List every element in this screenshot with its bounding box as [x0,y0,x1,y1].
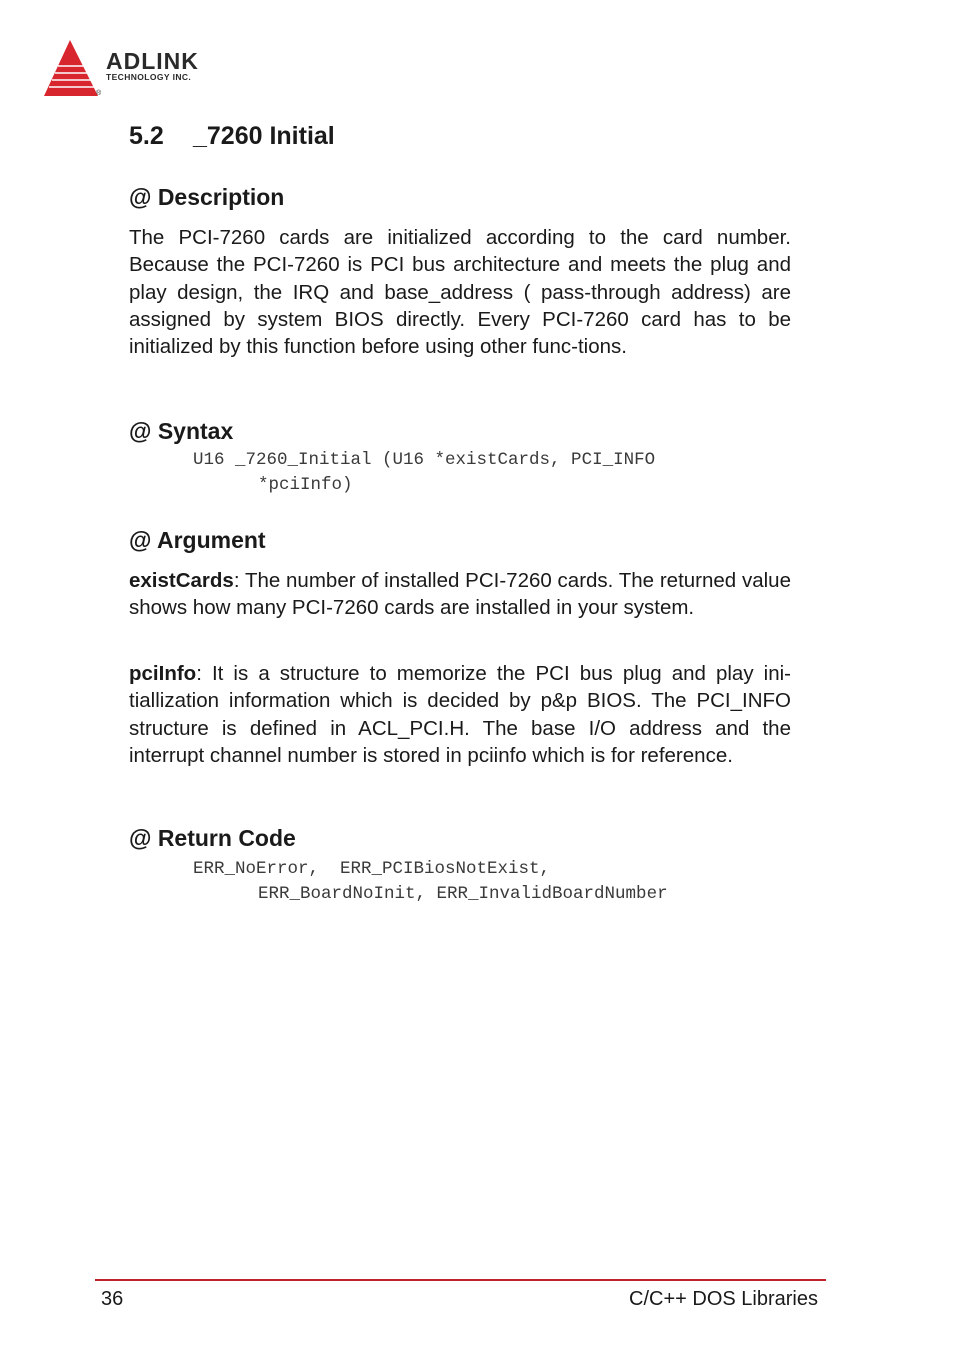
logo-wordmark: ADLINK [106,48,199,74]
argument-pciinfo-name: pciInfo [129,662,197,685]
section-number: 5.2 [129,122,164,150]
footer-doc-title: C/C++ DOS Libraries [629,1288,818,1310]
return-code-line-1: ERR_NoError, ERR_PCIBiosNotExist, [193,859,551,879]
syntax-line-2: *pciInfo) [258,475,353,495]
return-code-line-2: ERR_BoardNoInit, ERR_InvalidBoardNumber [258,884,668,904]
footer-rule [95,1279,826,1281]
syntax-line-1: U16 _7260_Initial (U16 *existCards, PCI_INFO [193,450,656,470]
syntax-heading: @ Syntax [129,418,234,444]
description-heading: @ Description [129,184,285,210]
argument-heading: @ Argument [129,527,266,553]
description-text: The PCI-7260 cards are initialized according to the card number. Because the PCI-7260 is PCI bus architecture and meets the plug and play design, the IRQ and base_address ( pass-through address) are assigned by system BIOS directly. Every PCI-7260 card has to be initialized by this function before using other func-tions. [129,226,791,359]
argument-existcards [129,567,791,622]
logo-subtitle: TECHNOLOGY INC. [106,72,192,82]
argument-pciinfo [129,660,791,769]
argument-existcards-name: existCards [129,569,234,592]
footer-page-number: 36 [101,1288,124,1310]
argument-existcards-text: : The number of installed PCI-7260 cards. The returned value shows how many PCI-7260 cards are installed in your system. [129,569,791,620]
return-code-heading: @ Return Code [129,825,296,851]
argument-pciinfo-text: : It is a structure to memorize the PCI bus plug and play ini-tiallization information which is decided by p&p BIOS. The PCI_INFO structure is defined in ACL_PCI.H. The base I/O address and the interrupt channel number is stored in pciinfo which is for reference. [129,662,791,767]
adlink-logo [42,38,232,100]
registered-mark: ® [96,90,102,97]
section-title [129,121,335,151]
section-name: _7260 Initial [193,122,335,150]
